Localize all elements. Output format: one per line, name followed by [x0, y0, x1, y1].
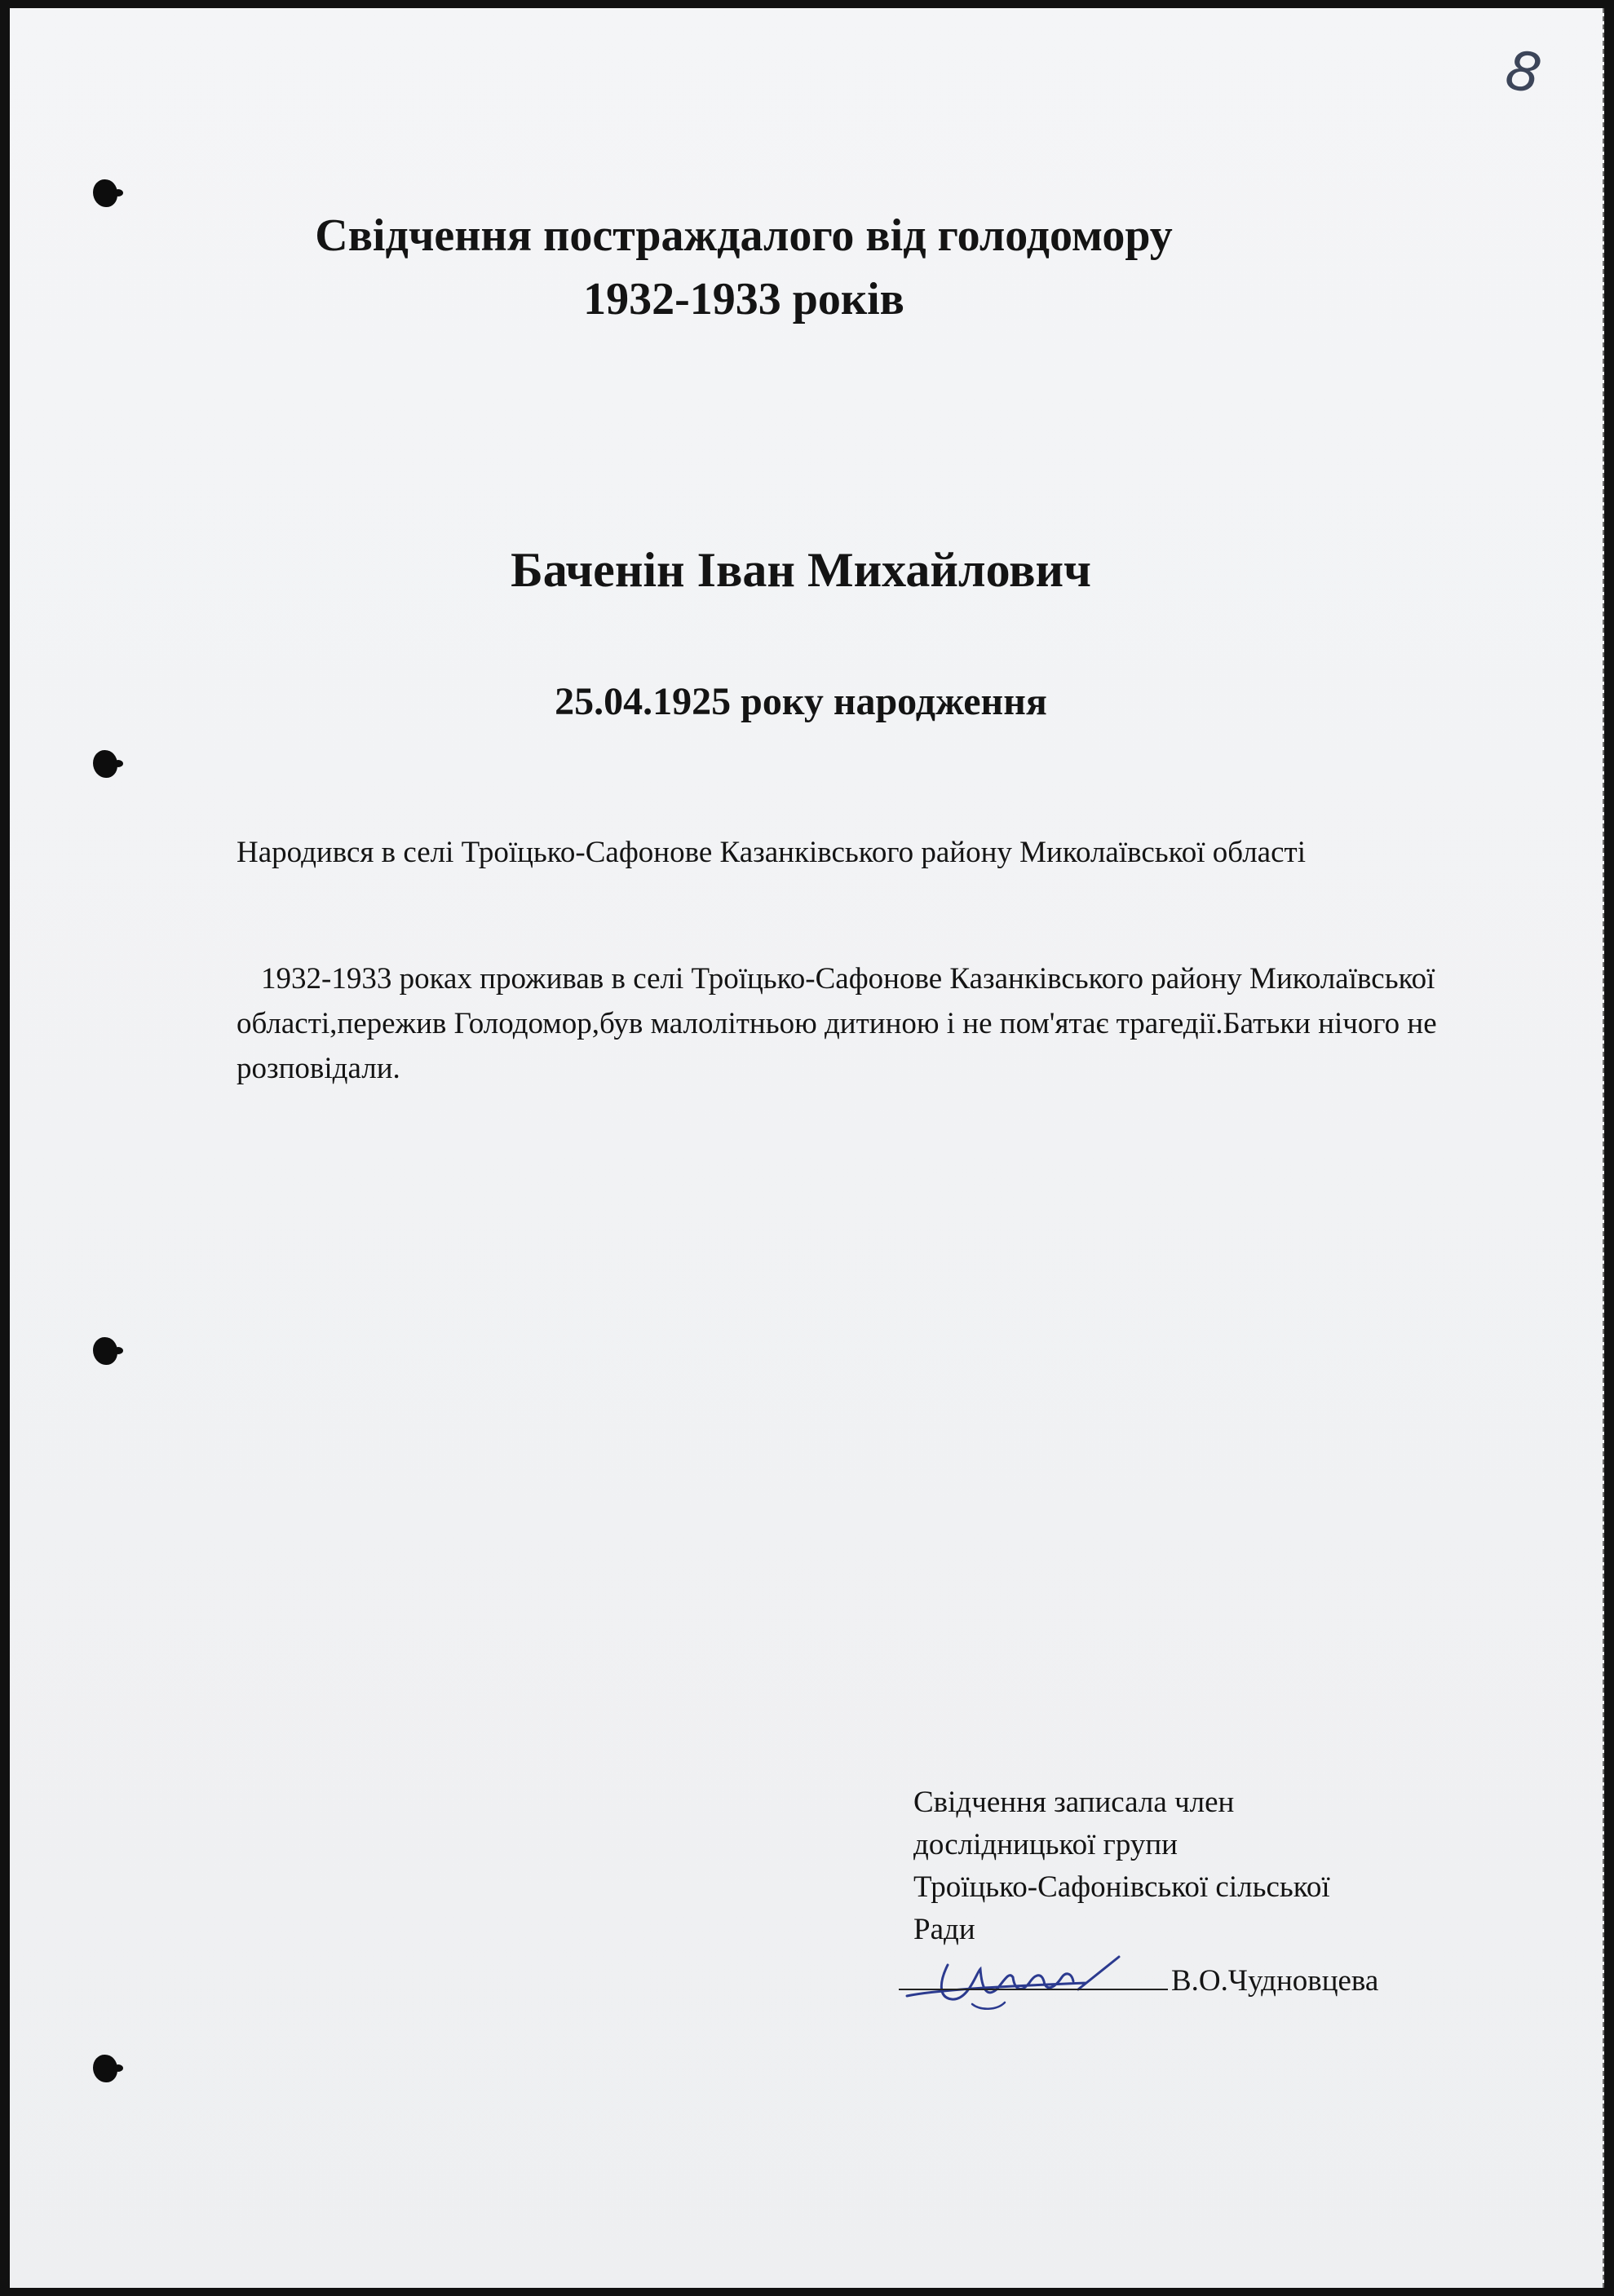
handwritten-folio-number: 8 [1501, 38, 1546, 107]
signature-row [899, 1963, 1378, 1998]
title-line-1: Свідчення постраждалого від голодомору [315, 210, 1173, 261]
title-line-2: 1932-1933 років [583, 274, 904, 325]
recorder-line-2: дослідницької групи [913, 1828, 1178, 1861]
recorder-line-4: Ради [913, 1913, 975, 1946]
punch-hole [93, 179, 117, 207]
punch-hole [93, 1337, 117, 1365]
paper-sheet [10, 8, 1604, 2288]
person-name: Баченін Іван Михайлович [511, 543, 1091, 597]
signature-underline [899, 1989, 1168, 1990]
punch-hole [93, 750, 117, 778]
recorder-line-1: Свідчення записала член [913, 1786, 1235, 1819]
recorder-block [913, 1782, 1330, 1951]
signatory-name: В.О.Чудновцева [1171, 1964, 1379, 1998]
birth-date-line: 25.04.1925 року народження [555, 680, 1047, 723]
birthplace-paragraph: Народився в селі Троїцько-Сафонове Казанківського району Миколаївської області [237, 836, 1306, 869]
testimony-paragraph: 1932-1933 роках проживав в селі Троїцько-Сафонове Казанківського району Миколаївської області,пережив Голодомор,був малолітньою дитиною і не пом'ятає трагедії.Батьки нічого не розповідали. [237, 962, 1437, 1085]
recorder-line-3: Троїцько-Сафонівської сільської [913, 1870, 1330, 1904]
punch-hole [93, 2055, 117, 2082]
document-title [222, 204, 1266, 331]
